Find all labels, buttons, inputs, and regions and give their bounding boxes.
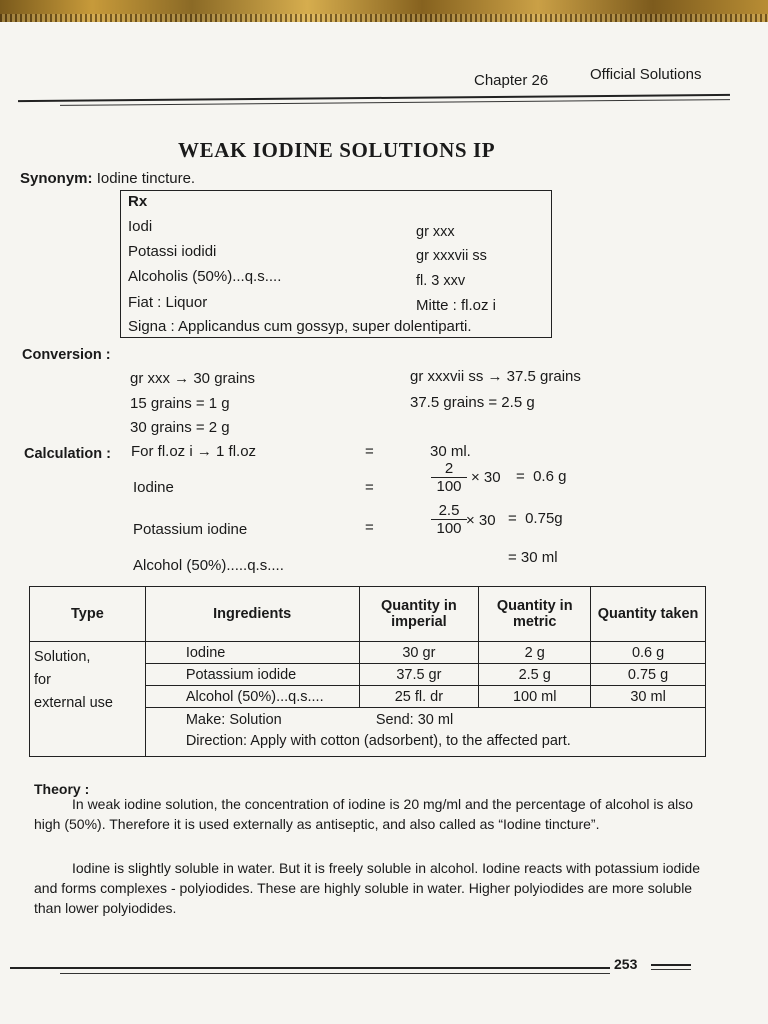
ingredient-name: Potassium iodide — [145, 664, 359, 686]
fraction-denominator: 100 — [436, 520, 462, 537]
theory-label: Theory : — [34, 781, 90, 797]
photo-top-edge — [0, 0, 768, 22]
calc-multiplier: × 30 — [471, 469, 501, 486]
synonym-value: Iodine tincture. — [96, 170, 196, 187]
quantity-imperial: 37.5 gr — [359, 664, 479, 686]
quantity-imperial: 25 fl. dr — [359, 686, 479, 708]
calc-name: Potassium iodine — [133, 521, 248, 538]
conversion-item: gr xxx → 30 grains — [130, 370, 256, 387]
make-text: Make: Solution — [185, 712, 282, 728]
calc-fraction — [431, 502, 467, 537]
table-header: Quantity in imperial — [359, 587, 479, 642]
synonym-label: Synonym: — [20, 170, 93, 187]
fraction-numerator: 2 — [431, 460, 467, 478]
chapter-label: Chapter 26 — [474, 72, 549, 89]
prescription-box — [120, 190, 552, 338]
quantity-taken: 30 ml — [591, 686, 706, 708]
page-title: WEAK IODINE SOLUTIONS IP — [178, 138, 496, 162]
type-line: Solution, — [34, 649, 91, 665]
calc-result: = 0.75g — [508, 510, 563, 527]
rx-heading: Rx — [128, 193, 148, 210]
conversion-item: 30 grains = 2 g — [130, 419, 230, 436]
type-line: for — [34, 672, 51, 688]
rx-line-left: Iodi — [128, 218, 153, 235]
send-text: Send: 30 ml — [375, 712, 454, 728]
theory-paragraph: In weak iodine solution, the concentration of iodine is 20 mg/ml and the percentage of alcohol is also high (50%). Therefore it is used externally as antiseptic, and also called as “Iodine tincture”. — [34, 796, 694, 832]
ingredient-name: Iodine — [145, 642, 359, 664]
quantity-taken: 0.75 g — [591, 664, 706, 686]
direction-text: Direction: Apply with cotton (adsorbent), to the affected part. — [185, 733, 571, 749]
rx-line-left: Fiat : Liquor — [128, 294, 208, 311]
quantity-metric: 2.5 g — [479, 664, 591, 686]
calc-fraction — [431, 460, 467, 495]
table-header: Quantity taken — [591, 587, 706, 642]
quantity-metric: 100 ml — [479, 686, 591, 708]
rx-line-left: Potassi iodidi — [128, 243, 217, 260]
synonym-line — [20, 170, 195, 187]
section-label: Official Solutions — [590, 66, 702, 83]
calculation-label: Calculation : — [24, 446, 112, 462]
make-send-line — [186, 710, 705, 731]
calc-equals: = — [365, 443, 374, 460]
page-number: 253 — [614, 956, 638, 972]
ingredients-table — [29, 586, 706, 757]
rx-line-right: gr xxxvii ss — [416, 248, 487, 264]
conversion-label: Conversion : — [22, 347, 111, 363]
footer-rule — [10, 967, 610, 969]
conversion-item: 37.5 grains = 2.5 g — [410, 394, 535, 411]
footer-rule-thin — [60, 973, 610, 974]
calc-result: = 0.6 g — [516, 468, 567, 485]
calc-name: Alcohol (50%).....q.s.... — [133, 557, 284, 574]
theory-paragraph: Iodine is slightly soluble in water. But it is freely soluble in alcohol. Iodine reacts with potassium iodide and forms complexes - polyiodides. These are highly soluble in water. Higher polyiodides are more soluble than lower polyiodides. — [34, 860, 700, 916]
type-cell — [30, 642, 146, 757]
table-footer-cell — [145, 708, 705, 757]
fraction-denominator: 100 — [436, 478, 462, 495]
table-header: Ingredients — [145, 587, 359, 642]
rx-line-right: Mitte : fl.oz i — [416, 297, 497, 314]
ingredient-name: Alcohol (50%)...q.s.... — [145, 686, 359, 708]
footer-rule-right — [651, 964, 691, 966]
conversion-item: 15 grains = 1 g — [130, 395, 230, 412]
rx-signa: Signa : Applicandus cum gossyp, super dolentiparti. — [128, 318, 472, 335]
rx-line-left: Alcoholis (50%)...q.s.... — [128, 268, 282, 285]
calc-result: = 30 ml — [508, 549, 558, 566]
quantity-imperial: 30 gr — [359, 642, 479, 664]
table-header: Type — [30, 587, 146, 642]
table-row — [30, 642, 706, 664]
calc-equals: = — [365, 519, 374, 536]
calc-name: Iodine — [133, 479, 174, 496]
quantity-taken: 0.6 g — [591, 642, 706, 664]
rx-line-right: fl. 3 xxv — [416, 273, 466, 289]
calc-equals: = — [365, 479, 374, 496]
conversion-item: gr xxxvii ss → 37.5 grains — [410, 368, 581, 385]
footer-rule-right-thin — [651, 969, 691, 970]
rx-line-right: gr xxx — [416, 224, 455, 240]
quantity-metric: 2 g — [479, 642, 591, 664]
calc-multiplier: × 30 — [466, 512, 496, 529]
table-header: Quantity in metric — [479, 587, 591, 642]
calc-result: 30 ml. — [430, 443, 471, 460]
fraction-numerator: 2.5 — [431, 502, 467, 520]
type-line: external use — [34, 695, 113, 711]
calc-name: For fl.oz i → 1 fl.oz — [131, 443, 257, 460]
